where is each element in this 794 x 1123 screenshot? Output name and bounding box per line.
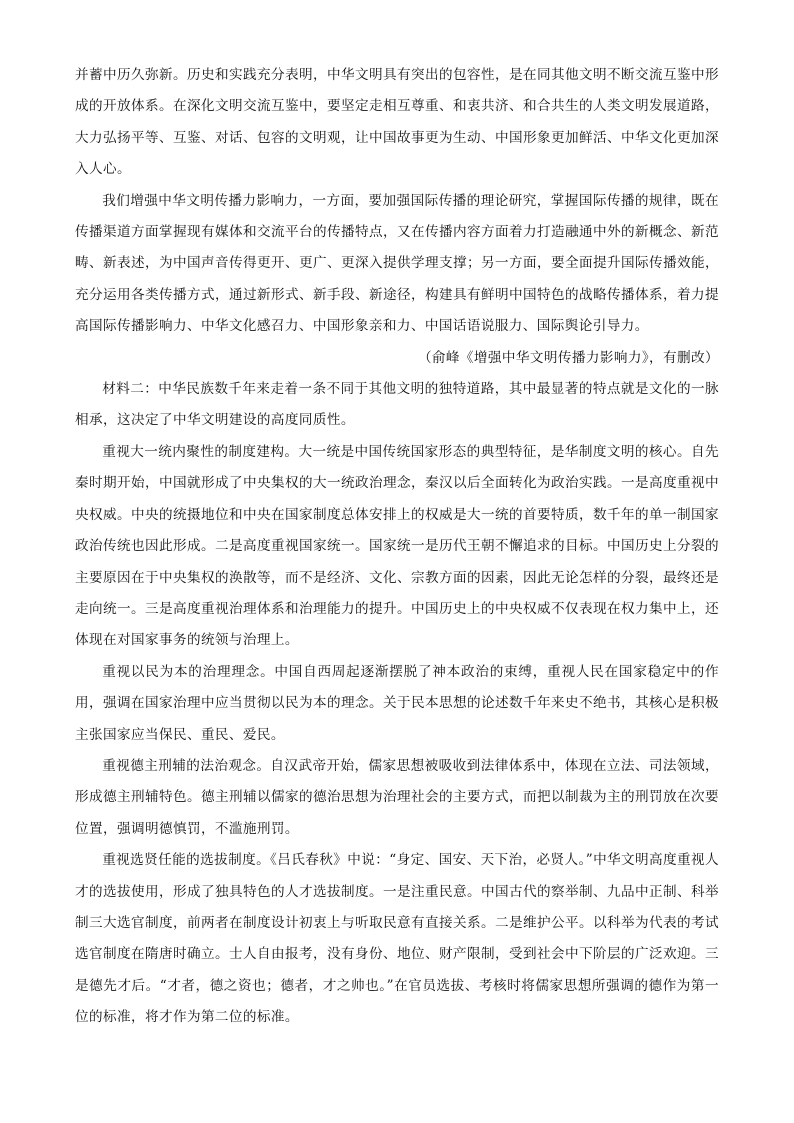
paragraph-rule-by-virtue: 重视德主刑辅的法治观念。自汉武帝开始，儒家思想被吸收到法律体系中，体现在立法、司法领域，形成德主刑辅特色。德主刑辅以儒家的德治思想为治理社会的主要方式，而把以制裁为主的刑罚放在次要位置，强调明德慎罚，不滥施刑罚。 [75, 757, 719, 837]
source-citation: （俞峰《增强中华文明传播力影响力》，有删改） [417, 349, 719, 366]
paragraph-people-oriented: 重视以民为本的治理理念。中国自西周起逐渐摆脱了神本政治的束缚，重视人民在国家稳定中的作用，强调在国家治理中应当贯彻以民为本的理念。关于民本思想的论述数千年来史不绝书，其核心是积极主张国家应当保民、重民、爱民。 [75, 663, 719, 743]
paragraph-international-communication: 我们增强中华文明传播力影响力，一方面，要加强国际传播的理论研究，掌握国际传播的规律，既在传播渠道方面掌握现有媒体和交流平台的传播特点，又在传播内容方面着力打造融通中外的新概念、新范畴、新表述，为中国声音传得更开、更广、更深入提供学理支撑；另一方面，要全面提升国际传播效能，充分运用各类传播方式，通过新形式、新手段、新途径，构建具有鲜明中国特色的战略传播体系，着力提高国际传播影响力、中华文化感召力、中国形象亲和力、中国话语说服力、国际舆论引导力。 [75, 192, 719, 335]
paragraph-continuation: 并蓄中历久弥新。历史和实践充分表明，中华文明具有突出的包容性，是在同其他文明不断交流互鉴中形成的开放体系。在深化文明交流互鉴中，要坚定走相互尊重、和衷共济、和合共生的人类文明发展道路，大力弘扬平等、互鉴、对话、包容的文明观，让中国故事更为生动、中国形象更加鲜活、中华文化更加深入人心。 [75, 67, 719, 178]
paragraph-grand-unification: 重视大一统内聚性的制度建构。大一统是中国传统国家形态的典型特征，是华制度文明的核心。自先秦时期开始，中国就形成了中央集权的大一统政治理念，秦汉以后全面转化为政治实践。一是高度重视中央权威。中央的统摄地位和中央在国家制度总体安排上的权威是大一统的首要特质，数千年的单一制国家政治传统也因此形成。二是高度重视国家统一。国家统一是历代王朝不懈追求的目标。中国历史上分裂的主要原因在于中央集权的涣散等，而不是经济、文化、宗教方面的因素，因此无论怎样的分裂，最终还是走向统一。三是高度重视治理体系和治理能力的提升。中国历史上的中央权威不仅表现在权力集中上，还体现在对国家事务的统领与治理上。 [75, 443, 719, 649]
paragraph-material-two-intro: 材料二：中华民族数千年来走着一条不同于其他文明的独特道路，其中最显著的特点就是文化的一脉相承，这决定了中华文明建设的高度同质性。 [75, 381, 719, 429]
article-body [75, 60, 719, 1034]
paragraph-talent-selection: 重视选贤任能的选拔制度。《吕氏春秋》中说：“身定、国安、天下治，必贤人。”中华文明高度重视人才的选拔使用，形成了独具特色的人才选拔制度。一是注重民意。中国古代的察举制、九品中正制、科举制三大选官制度，前两者在制度设计初衷上与听取民意有直接关系。二是维护公平。以科举为代表的考试选官制度在隋唐时确立。士人自由报考，没有身份、地位、财产限制，受到社会中下阶层的广泛欢迎。三是德先才后。“才者，德之资也；德者，才之帅也。”在官员选拔、考核时将儒家思想所强调的德作为第一位的标准，将才作为第二位的标准。 [75, 852, 720, 1026]
